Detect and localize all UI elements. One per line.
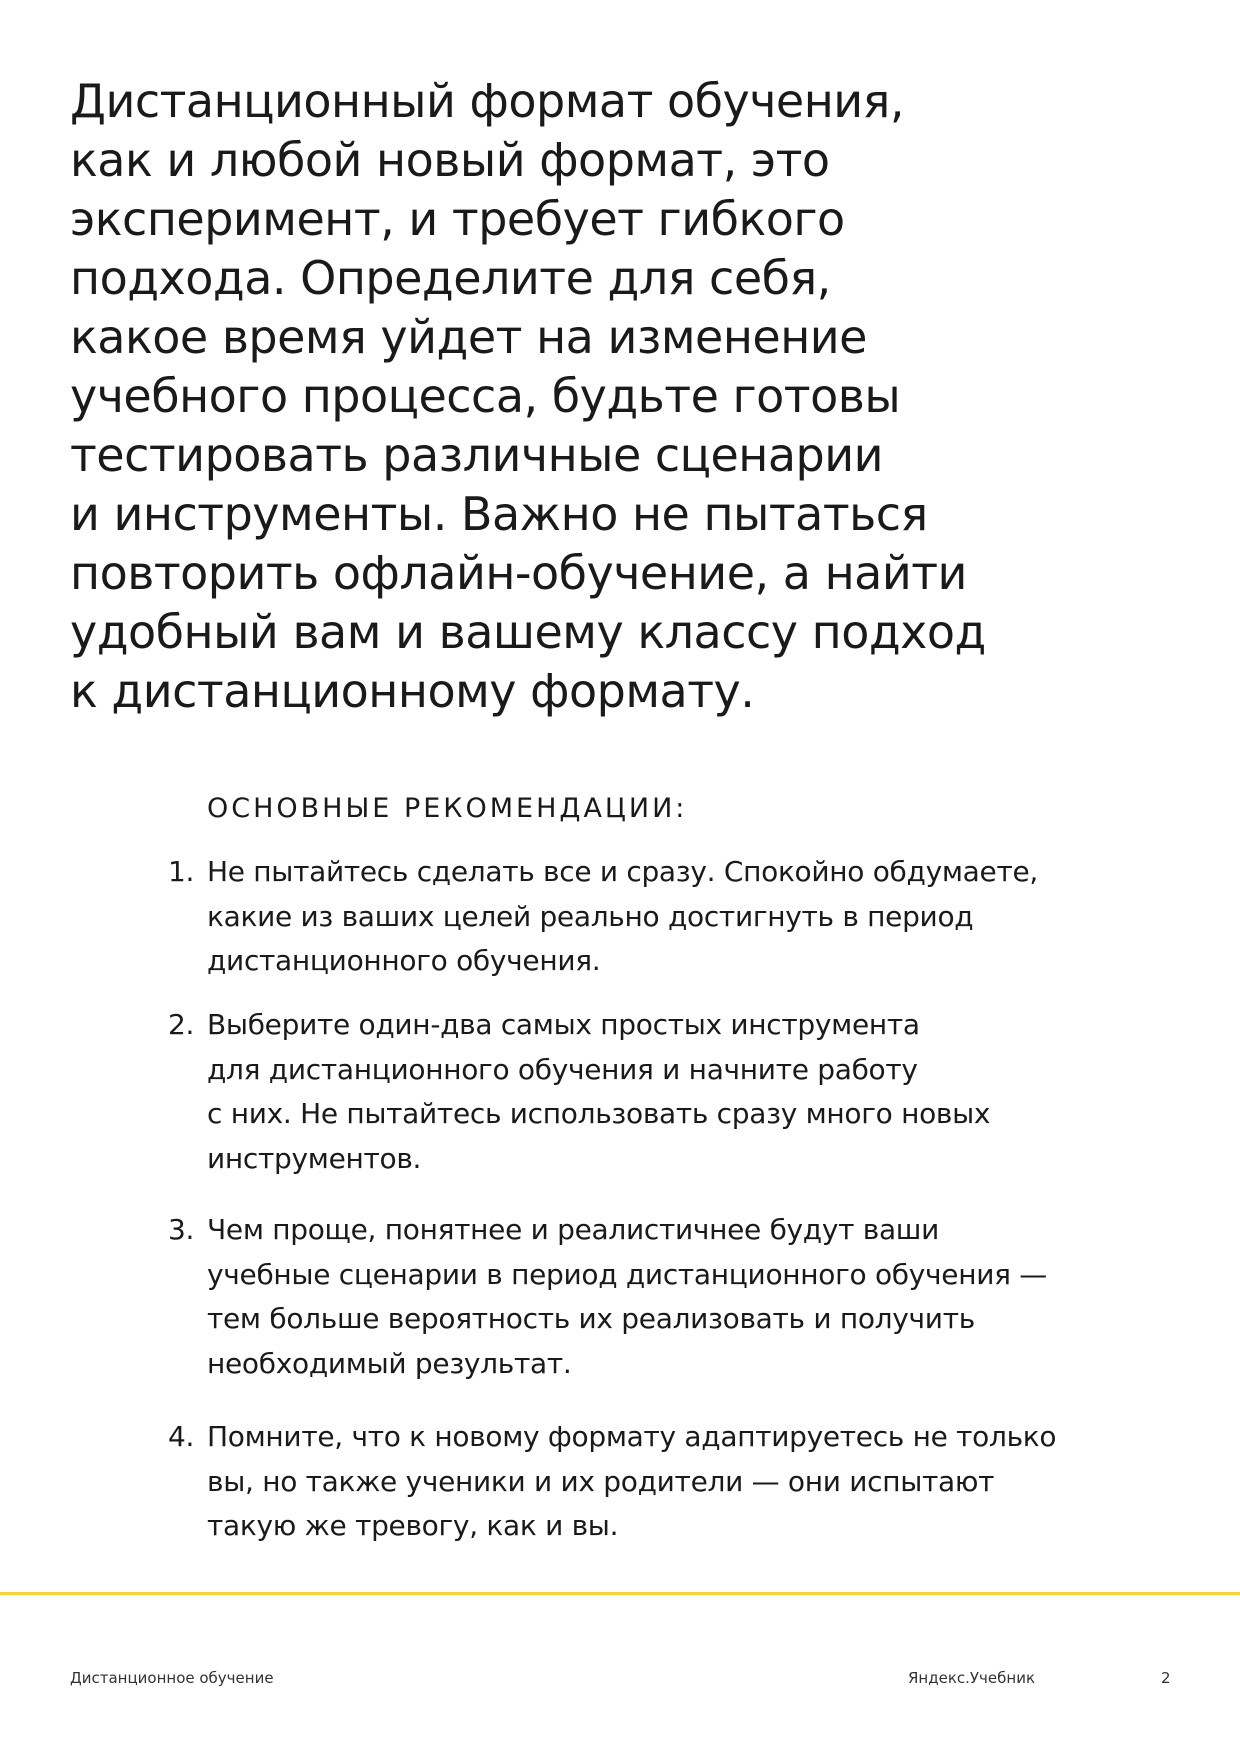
item-text [207, 850, 1038, 984]
intro-paragraph [70, 72, 1070, 721]
item-text-line: учебные сценарии в период дистанционного обучения — [207, 1257, 1047, 1291]
footer-document-title: Дистанционное обучение [70, 1669, 274, 1687]
intro-line: Дистанционный формат обучения, [70, 74, 904, 128]
item-number: 1. [168, 855, 195, 888]
intro-line: тестировать различные сценарии [70, 428, 884, 482]
item-number: 2. [168, 1008, 195, 1041]
item-text-line: инструментов. [207, 1141, 422, 1175]
recommendations-heading: ОСНОВНЫЕ РЕКОМЕНДАЦИИ: [207, 793, 688, 824]
item-text [207, 1208, 1047, 1386]
intro-line: подхода. Определите для себя, [70, 251, 831, 305]
item-text-line: такую же тревогу, как и вы. [207, 1509, 619, 1542]
page-number: 2 [1161, 1669, 1171, 1687]
intro-line: как и любой новый формат, это [70, 133, 830, 187]
item-text-line: Чем проще, понятнее и реалистичнее будут ваши [207, 1213, 940, 1246]
item-text [207, 1415, 1056, 1549]
item-number: 4. [168, 1420, 195, 1453]
item-text [207, 1003, 990, 1181]
item-text-line: какие из ваших целей реально достигнуть в период [207, 899, 974, 933]
item-text-line: Выберите один-два самых простых инструмента [207, 1008, 920, 1041]
item-text-line: необходимый результат. [207, 1346, 572, 1380]
intro-line: удобный вам и вашему классу подход [70, 605, 986, 659]
item-text-line: Не пытайтесь сделать все и сразу. Спокойно обдумаете, [207, 855, 1038, 888]
item-text-line: тем больше вероятность их реализовать и получить [207, 1302, 975, 1335]
intro-line: учебного процесса, будьте готовы [70, 369, 901, 423]
item-text-line: Помните, что к новому формату адаптируетесь не только [207, 1420, 1057, 1453]
item-number: 3. [168, 1213, 195, 1246]
item-text-line: для дистанционного обучения и начните работу [207, 1052, 918, 1086]
footer-divider [0, 1592, 1240, 1595]
intro-line: повторить офлайн-обучение, а найти [70, 546, 967, 600]
intro-line: к дистанционному формату. [70, 664, 755, 718]
item-text-line: вы, но также ученики и их родители — они испытают [207, 1464, 995, 1498]
intro-line: и инструменты. Важно не пытаться [70, 487, 928, 541]
item-text-line: дистанционного обучения. [207, 944, 601, 977]
intro-line: эксперимент, и требует гибкого [70, 192, 845, 246]
item-text-line: с них. Не пытайтесь использовать сразу много новых [207, 1097, 991, 1130]
footer-brand: Яндекс.Учебник [908, 1669, 1036, 1687]
intro-line: какое время уйдет на изменение [70, 310, 867, 364]
